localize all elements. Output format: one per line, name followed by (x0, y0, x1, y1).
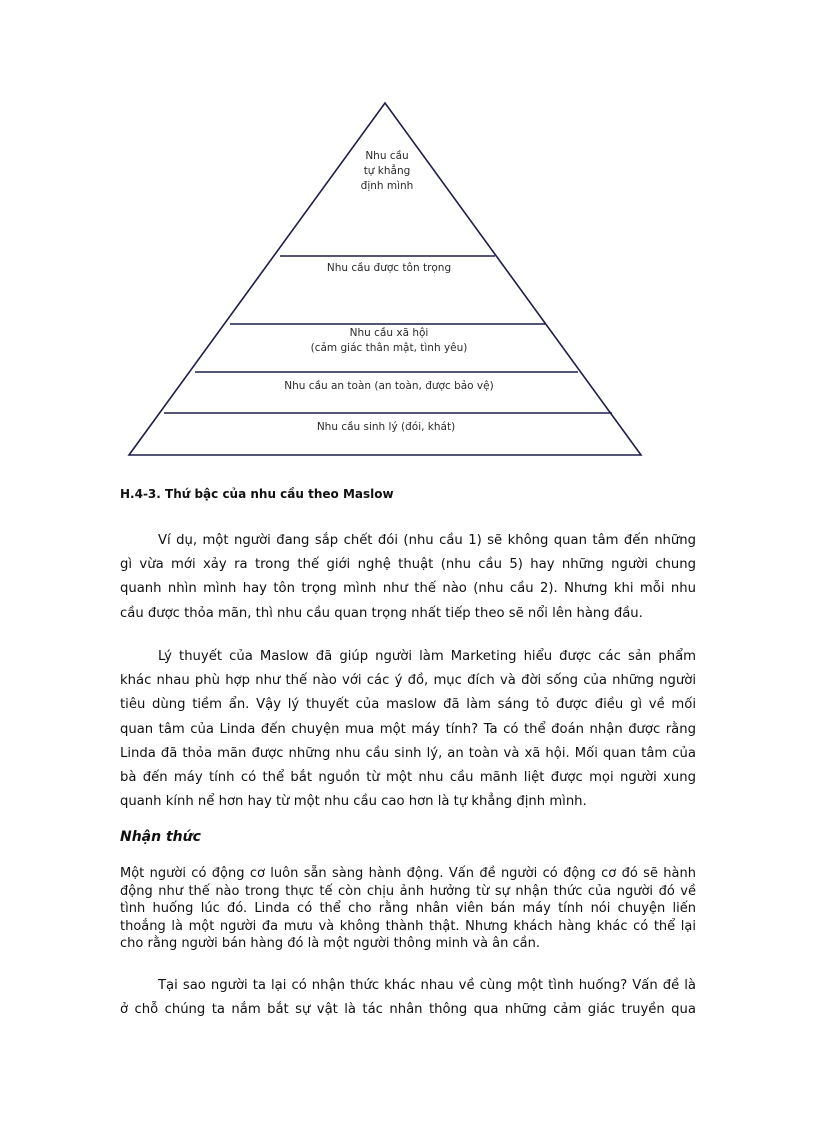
paragraph-4 (120, 974, 696, 1022)
pyramid-level-2-label (284, 379, 493, 394)
pyramid-level-5-line-3: định mình (360, 180, 414, 192)
paragraph-3-line: thoắng là một người đa mưu và không thành thật. Nhưng khách hàng khác có thể lại (120, 918, 696, 934)
figure-caption: H.4-3. Thứ bậc của nhu cầu theo Maslow (120, 487, 394, 501)
pyramid-level-4-line-1: Nhu cầu được tôn trọng (326, 262, 452, 274)
pyramid-level-2-line-1: Nhu cầu an toàn (an toàn, được bảo vệ) (284, 380, 494, 392)
paragraph-3-line: động như thế nào trong thực tế còn chịu ảnh hưởng từ sự nhận thức của người đó về (120, 883, 696, 899)
paragraph-2-line: Lý thuyết của Maslow đã giúp người làm Marketing hiểu được các sản phẩm (158, 649, 696, 664)
paragraph-2-line: tiêu dùng tiềm ẩn. Vậy lý thuyết của maslow đã làm sáng tỏ được điều gì về mối (120, 697, 696, 713)
pyramid-level-1-line-1: Nhu cầu sinh lý (đói, khát) (316, 421, 456, 433)
section-heading: Nhận thức (120, 829, 201, 845)
pyramid-level-1-label (317, 420, 455, 435)
paragraph-1 (120, 529, 696, 626)
paragraph-3 (120, 865, 696, 953)
pyramid-level-5-line-2: tự khẳng (363, 165, 411, 177)
paragraph-3-line: cho rằng người bán hàng đó là một người thông minh và ân cần. (120, 936, 540, 951)
paragraph-2-line: khác nhau phù hợp như thế nào với các ý đồ, mục đích và đời sống của những người (120, 673, 696, 689)
paragraph-4-line: ở chỗ chúng ta nắm bắt sự vật là tác nhân thông qua những cảm giác truyền qua (120, 1002, 696, 1018)
paragraph-1-line: cầu được thỏa mãn, thì nhu cầu quan trọng nhất tiếp theo sẽ nổi lên hàng đầu. (120, 605, 643, 621)
pyramid-level-5-label (361, 149, 414, 194)
paragraph-4-line: Tại sao người ta lại có nhận thức khác nhau về cùng một tình huống? Vấn đề là (158, 978, 696, 993)
pyramid-level-5-line-1: Nhu cầu (365, 150, 409, 162)
paragraph-2-line: quan tâm của Linda đến chuyện mua một máy tính? Ta có thể đoán nhận được rằng (120, 721, 696, 737)
paragraph-2 (120, 645, 696, 814)
paragraph-1-line: Ví dụ, một người đang sắp chết đói (nhu cầu 1) sẽ không quan tâm đến những (158, 533, 696, 548)
paragraph-3-line: tình huống lúc đó. Linda có thể cho rằng nhân viên bán máy tính nói chuyện liến (120, 901, 696, 916)
pyramid-level-3-line-2: (cảm giác thân mật, tình yêu) (310, 342, 468, 354)
paragraph-2-line: Linda đã thỏa mãn được những nhu cầu sinh lý, an toàn và xã hội. Mối quan tâm của (120, 745, 696, 761)
pyramid-level-3-line-1: Nhu cầu xã hội (349, 327, 429, 339)
paragraph-2-line: bà đến máy tính có thể bắt nguồn từ một nhu cầu mãnh liệt được mọi người xung (120, 770, 696, 786)
paragraph-1-line: quanh nhìn mình hay tôn trọng mình như thế nào (nhu cầu 2). Nhưng khi mỗi nhu (120, 581, 696, 597)
paragraph-2-line: quanh kính nể hơn hay từ một nhu cầu cao hơn là tự khẳng định mình. (120, 794, 587, 810)
pyramid-level-3-label (311, 326, 468, 356)
maslow-pyramid-figure (0, 0, 816, 470)
pyramid-level-4-label (327, 261, 451, 276)
paragraph-1-line: gì vừa mới xảy ra trong thế giới nghệ thuật (nhu cầu 5) hay những người chung (120, 557, 696, 573)
paragraph-3-line: Một người có động cơ luôn sẵn sàng hành động. Vấn đề người có động cơ đó sẽ hành (120, 866, 696, 881)
